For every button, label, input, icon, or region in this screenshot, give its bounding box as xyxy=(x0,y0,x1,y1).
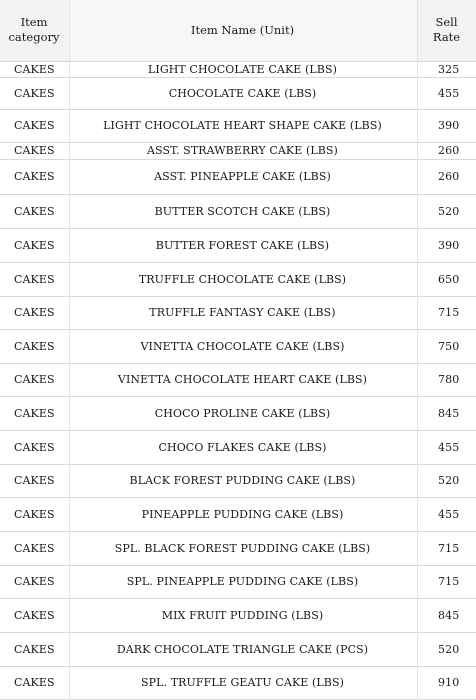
cell-item-name: TRUFFLE FANTASY CAKE (LBS) xyxy=(68,296,417,329)
cell-item-name: ASST. STRAWBERRY CAKE (LBS) xyxy=(68,142,417,159)
table-row xyxy=(0,531,476,565)
table-row xyxy=(0,77,476,109)
header-item-category-line2: category xyxy=(8,30,60,45)
cell-category: CAKES xyxy=(0,565,68,598)
table-row xyxy=(0,497,476,531)
header-item-category-line1: Item xyxy=(20,15,48,30)
cell-sell-rate: 780 xyxy=(417,363,476,396)
table-row xyxy=(0,666,476,699)
cell-item-name: LIGHT CHOCOLATE HEART SHAPE CAKE (LBS) xyxy=(68,109,417,142)
cell-sell-rate: 910 xyxy=(417,666,476,699)
cell-sell-rate: 845 xyxy=(417,396,476,430)
table-row xyxy=(0,142,476,159)
cell-sell-rate: 520 xyxy=(417,464,476,497)
cell-item-name: DARK CHOCOLATE TRIANGLE CAKE (PCS) xyxy=(68,632,417,666)
cell-category: CAKES xyxy=(0,632,68,666)
column-divider xyxy=(417,0,418,700)
table-row xyxy=(0,262,476,296)
cell-item-name: PINEAPPLE PUDDING CAKE (LBS) xyxy=(68,497,417,531)
table-row xyxy=(0,329,476,363)
cell-sell-rate: 260 xyxy=(417,159,476,194)
cell-category: CAKES xyxy=(0,159,68,194)
cell-category: CAKES xyxy=(0,228,68,262)
cell-category: CAKES xyxy=(0,329,68,363)
cell-sell-rate: 715 xyxy=(417,531,476,565)
table-row xyxy=(0,109,476,142)
cell-category: CAKES xyxy=(0,396,68,430)
cell-category: CAKES xyxy=(0,363,68,396)
table-row xyxy=(0,61,476,77)
cell-sell-rate: 455 xyxy=(417,77,476,109)
cell-item-name: ASST. PINEAPPLE CAKE (LBS) xyxy=(68,159,417,194)
cell-category: CAKES xyxy=(0,497,68,531)
cell-item-name: BUTTER SCOTCH CAKE (LBS) xyxy=(68,194,417,228)
cell-item-name: VINETTA CHOCOLATE CAKE (LBS) xyxy=(68,329,417,363)
header-item-name: Item Name (Unit) xyxy=(68,0,417,61)
cell-item-name: SPL. PINEAPPLE PUDDING CAKE (LBS) xyxy=(68,565,417,598)
cell-sell-rate: 260 xyxy=(417,142,476,159)
cell-category: CAKES xyxy=(0,598,68,632)
cell-category: CAKES xyxy=(0,464,68,497)
cell-category: CAKES xyxy=(0,61,68,77)
cell-category: CAKES xyxy=(0,430,68,464)
table-header xyxy=(0,0,476,61)
cell-sell-rate: 845 xyxy=(417,598,476,632)
cell-category: CAKES xyxy=(0,109,68,142)
cell-item-name: CHOCO PROLINE CAKE (LBS) xyxy=(68,396,417,430)
header-sell-rate: Sell Rate xyxy=(417,0,476,61)
cell-category: CAKES xyxy=(0,296,68,329)
cell-sell-rate: 455 xyxy=(417,497,476,531)
cell-item-name: CHOCOLATE CAKE (LBS) xyxy=(68,77,417,109)
cell-sell-rate: 520 xyxy=(417,632,476,666)
cell-category: CAKES xyxy=(0,262,68,296)
table-row xyxy=(0,632,476,666)
cell-sell-rate: 715 xyxy=(417,565,476,598)
table-row xyxy=(0,159,476,194)
cell-sell-rate: 520 xyxy=(417,194,476,228)
table-row xyxy=(0,598,476,632)
cell-sell-rate: 390 xyxy=(417,228,476,262)
cell-sell-rate: 750 xyxy=(417,329,476,363)
cell-item-name: TRUFFLE CHOCOLATE CAKE (LBS) xyxy=(68,262,417,296)
table-row xyxy=(0,430,476,464)
cell-category: CAKES xyxy=(0,77,68,109)
cell-category: CAKES xyxy=(0,194,68,228)
table-row xyxy=(0,363,476,396)
cell-item-name: BLACK FOREST PUDDING CAKE (LBS) xyxy=(68,464,417,497)
table-row xyxy=(0,464,476,497)
cell-sell-rate: 325 xyxy=(417,61,476,77)
cell-item-name: CHOCO FLAKES CAKE (LBS) xyxy=(68,430,417,464)
column-divider xyxy=(69,0,70,700)
cell-category: CAKES xyxy=(0,666,68,699)
table-row xyxy=(0,565,476,598)
cell-item-name: MIX FRUIT PUDDING (LBS) xyxy=(68,598,417,632)
cell-item-name: SPL. BLACK FOREST PUDDING CAKE (LBS) xyxy=(68,531,417,565)
table-body xyxy=(0,61,476,699)
table-row xyxy=(0,396,476,430)
header-item-category xyxy=(0,0,68,61)
cell-item-name: SPL. TRUFFLE GEATU CAKE (LBS) xyxy=(68,666,417,699)
cell-sell-rate: 715 xyxy=(417,296,476,329)
cell-item-name: VINETTA CHOCOLATE HEART CAKE (LBS) xyxy=(68,363,417,396)
header-row xyxy=(0,0,476,61)
table-row xyxy=(0,228,476,262)
cell-sell-rate: 390 xyxy=(417,109,476,142)
cell-category: CAKES xyxy=(0,142,68,159)
cell-category: CAKES xyxy=(0,531,68,565)
table-row xyxy=(0,194,476,228)
cell-item-name: BUTTER FOREST CAKE (LBS) xyxy=(68,228,417,262)
cell-item-name: LIGHT CHOCOLATE CAKE (LBS) xyxy=(68,61,417,77)
cell-sell-rate: 650 xyxy=(417,262,476,296)
cell-sell-rate: 455 xyxy=(417,430,476,464)
table-row xyxy=(0,296,476,329)
